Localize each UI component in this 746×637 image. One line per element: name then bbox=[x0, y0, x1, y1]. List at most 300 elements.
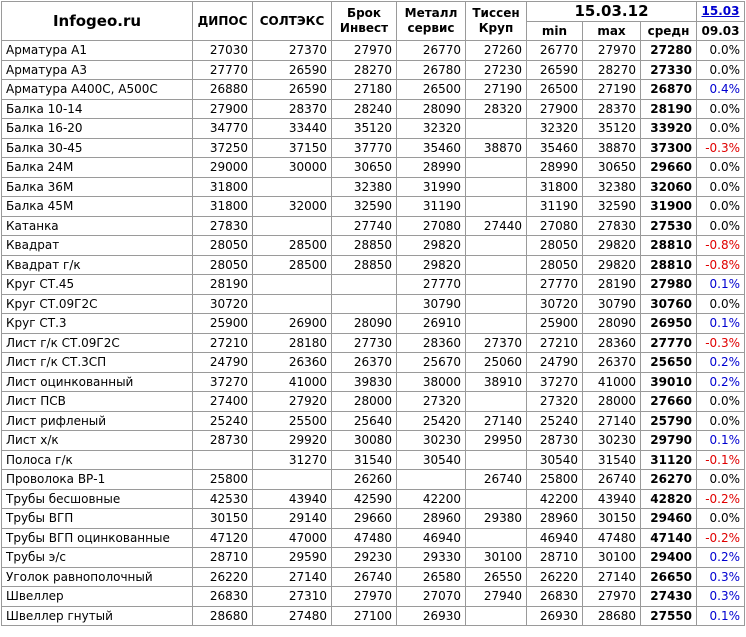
cell-change: 0.1% bbox=[697, 431, 745, 451]
cell-min: 35460 bbox=[527, 138, 583, 158]
cell-dipos: 26830 bbox=[193, 587, 253, 607]
cell-metall: 32320 bbox=[397, 119, 466, 139]
cell-metall: 27320 bbox=[397, 392, 466, 412]
col-brok-line2: Инвест bbox=[339, 21, 389, 35]
cell-soltex: 31270 bbox=[253, 450, 332, 470]
cell-dipos: 37270 bbox=[193, 372, 253, 392]
cell-avg: 25650 bbox=[641, 353, 697, 373]
cell-change: 0.1% bbox=[697, 606, 745, 626]
cell-min: 25800 bbox=[527, 470, 583, 490]
col-soltex-line1: СОЛТЭКС bbox=[259, 13, 325, 28]
cell-soltex: 27480 bbox=[253, 606, 332, 626]
cell-name: Балка 24М bbox=[2, 158, 193, 178]
cell-min: 46940 bbox=[527, 528, 583, 548]
cell-change: -0.8% bbox=[697, 255, 745, 275]
cell-min: 30540 bbox=[527, 450, 583, 470]
cell-min: 26930 bbox=[527, 606, 583, 626]
cell-max: 30150 bbox=[583, 509, 641, 529]
cell-dipos: 24790 bbox=[193, 353, 253, 373]
cell-dipos: 30720 bbox=[193, 294, 253, 314]
cell-soltex: 30000 bbox=[253, 158, 332, 178]
cell-max: 30650 bbox=[583, 158, 641, 178]
cell-min: 26770 bbox=[527, 41, 583, 61]
cell-thyssen bbox=[466, 606, 527, 626]
cell-brok: 28000 bbox=[332, 392, 397, 412]
cell-dipos: 31800 bbox=[193, 197, 253, 217]
cell-metall: 30540 bbox=[397, 450, 466, 470]
cell-name: Квадрат г/к bbox=[2, 255, 193, 275]
change-date-top[interactable] bbox=[697, 2, 745, 22]
cell-change: 0.0% bbox=[697, 197, 745, 217]
cell-metall: 26910 bbox=[397, 314, 466, 334]
col-metall bbox=[397, 2, 466, 41]
cell-soltex: 27370 bbox=[253, 41, 332, 61]
cell-dipos: 28050 bbox=[193, 236, 253, 256]
cell-brok bbox=[332, 294, 397, 314]
cell-min: 42200 bbox=[527, 489, 583, 509]
cell-avg: 28810 bbox=[641, 236, 697, 256]
cell-change: -0.3% bbox=[697, 333, 745, 353]
cell-avg: 31900 bbox=[641, 197, 697, 217]
cell-metall: 26500 bbox=[397, 80, 466, 100]
cell-soltex: 27140 bbox=[253, 567, 332, 587]
cell-metall: 31190 bbox=[397, 197, 466, 217]
cell-change: -0.1% bbox=[697, 450, 745, 470]
cell-name: Лист оцинкованный bbox=[2, 372, 193, 392]
cell-brok: 31540 bbox=[332, 450, 397, 470]
cell-change: 0.0% bbox=[697, 158, 745, 178]
table-row bbox=[2, 119, 745, 139]
cell-metall: 30230 bbox=[397, 431, 466, 451]
cell-avg: 27550 bbox=[641, 606, 697, 626]
cell-soltex: 32000 bbox=[253, 197, 332, 217]
cell-max: 38870 bbox=[583, 138, 641, 158]
cell-avg: 31120 bbox=[641, 450, 697, 470]
cell-max: 27190 bbox=[583, 80, 641, 100]
cell-brok: 27740 bbox=[332, 216, 397, 236]
cell-min: 26220 bbox=[527, 567, 583, 587]
cell-thyssen bbox=[466, 489, 527, 509]
cell-name: Арматура А3 bbox=[2, 60, 193, 80]
cell-dipos: 27030 bbox=[193, 41, 253, 61]
cell-dipos bbox=[193, 450, 253, 470]
cell-change: 0.0% bbox=[697, 411, 745, 431]
cell-dipos: 34770 bbox=[193, 119, 253, 139]
cell-change: 0.2% bbox=[697, 372, 745, 392]
col-avg: средн bbox=[641, 21, 697, 41]
table-row bbox=[2, 528, 745, 548]
cell-name: Лист рифленый bbox=[2, 411, 193, 431]
table-row bbox=[2, 489, 745, 509]
cell-max: 35120 bbox=[583, 119, 641, 139]
cell-brok: 28270 bbox=[332, 60, 397, 80]
cell-metall: 29330 bbox=[397, 548, 466, 568]
cell-name: Круг СТ.45 bbox=[2, 275, 193, 295]
cell-soltex: 26590 bbox=[253, 60, 332, 80]
cell-dipos: 28050 bbox=[193, 255, 253, 275]
table-row bbox=[2, 275, 745, 295]
cell-metall: 28990 bbox=[397, 158, 466, 178]
cell-dipos: 25240 bbox=[193, 411, 253, 431]
cell-avg: 29660 bbox=[641, 158, 697, 178]
cell-change: 0.2% bbox=[697, 353, 745, 373]
cell-soltex: 28370 bbox=[253, 99, 332, 119]
cell-max: 32590 bbox=[583, 197, 641, 217]
cell-max: 32380 bbox=[583, 177, 641, 197]
cell-min: 37270 bbox=[527, 372, 583, 392]
cell-change: 0.3% bbox=[697, 567, 745, 587]
cell-thyssen: 29380 bbox=[466, 509, 527, 529]
table-row bbox=[2, 99, 745, 119]
cell-name: Проволока ВР-1 bbox=[2, 470, 193, 490]
cell-change: 0.0% bbox=[697, 392, 745, 412]
cell-change: -0.2% bbox=[697, 489, 745, 509]
cell-thyssen bbox=[466, 450, 527, 470]
cell-thyssen: 27190 bbox=[466, 80, 527, 100]
cell-dipos: 26880 bbox=[193, 80, 253, 100]
cell-max: 43940 bbox=[583, 489, 641, 509]
cell-soltex bbox=[253, 275, 332, 295]
cell-max: 26740 bbox=[583, 470, 641, 490]
cell-min: 24790 bbox=[527, 353, 583, 373]
cell-soltex: 26360 bbox=[253, 353, 332, 373]
cell-brok: 28850 bbox=[332, 236, 397, 256]
table-row bbox=[2, 158, 745, 178]
cell-thyssen: 30100 bbox=[466, 548, 527, 568]
cell-brok: 26370 bbox=[332, 353, 397, 373]
cell-avg: 29400 bbox=[641, 548, 697, 568]
cell-soltex: 25500 bbox=[253, 411, 332, 431]
cell-avg: 27660 bbox=[641, 392, 697, 412]
table-row bbox=[2, 470, 745, 490]
cell-dipos: 29000 bbox=[193, 158, 253, 178]
cell-min: 32320 bbox=[527, 119, 583, 139]
cell-max: 28270 bbox=[583, 60, 641, 80]
col-dipos-line1: ДИПОС bbox=[197, 13, 248, 28]
cell-soltex: 26590 bbox=[253, 80, 332, 100]
cell-soltex: 28500 bbox=[253, 255, 332, 275]
cell-thyssen: 29950 bbox=[466, 431, 527, 451]
cell-soltex: 27310 bbox=[253, 587, 332, 607]
cell-thyssen: 26550 bbox=[466, 567, 527, 587]
cell-min: 27770 bbox=[527, 275, 583, 295]
cell-change: 0.1% bbox=[697, 314, 745, 334]
table-row bbox=[2, 567, 745, 587]
table-row bbox=[2, 587, 745, 607]
cell-brok: 30080 bbox=[332, 431, 397, 451]
cell-change: 0.0% bbox=[697, 216, 745, 236]
table-row bbox=[2, 294, 745, 314]
cell-change: 0.0% bbox=[697, 294, 745, 314]
cell-thyssen bbox=[466, 255, 527, 275]
price-table bbox=[1, 1, 745, 626]
cell-brok: 26260 bbox=[332, 470, 397, 490]
cell-name: Круг СТ.3 bbox=[2, 314, 193, 334]
cell-metall: 30790 bbox=[397, 294, 466, 314]
cell-thyssen bbox=[466, 177, 527, 197]
change-date-bottom: 09.03 bbox=[697, 21, 745, 41]
cell-name: Трубы э/с bbox=[2, 548, 193, 568]
cell-min: 26590 bbox=[527, 60, 583, 80]
cell-metall bbox=[397, 470, 466, 490]
cell-avg: 27280 bbox=[641, 41, 697, 61]
cell-thyssen: 38870 bbox=[466, 138, 527, 158]
cell-metall: 35460 bbox=[397, 138, 466, 158]
cell-dipos: 26220 bbox=[193, 567, 253, 587]
cell-min: 27900 bbox=[527, 99, 583, 119]
cell-avg: 42820 bbox=[641, 489, 697, 509]
cell-metall: 25420 bbox=[397, 411, 466, 431]
cell-max: 29820 bbox=[583, 236, 641, 256]
cell-metall: 46940 bbox=[397, 528, 466, 548]
cell-min: 27080 bbox=[527, 216, 583, 236]
cell-brok: 27730 bbox=[332, 333, 397, 353]
cell-brok: 47480 bbox=[332, 528, 397, 548]
col-thyssen-line2: Круп bbox=[478, 21, 514, 35]
cell-soltex: 29590 bbox=[253, 548, 332, 568]
col-metall-line1: Металл bbox=[404, 6, 458, 20]
cell-name: Балка 30-45 bbox=[2, 138, 193, 158]
cell-min: 30720 bbox=[527, 294, 583, 314]
col-soltex bbox=[253, 2, 332, 41]
col-metall-line2: сервис bbox=[407, 21, 455, 35]
cell-metall: 31990 bbox=[397, 177, 466, 197]
cell-soltex bbox=[253, 177, 332, 197]
cell-brok: 29660 bbox=[332, 509, 397, 529]
cell-brok: 27970 bbox=[332, 41, 397, 61]
cell-metall: 27070 bbox=[397, 587, 466, 607]
cell-max: 30230 bbox=[583, 431, 641, 451]
cell-avg: 25790 bbox=[641, 411, 697, 431]
cell-name: Трубы ВГП оцинкованные bbox=[2, 528, 193, 548]
table-row bbox=[2, 314, 745, 334]
cell-brok: 28850 bbox=[332, 255, 397, 275]
cell-soltex bbox=[253, 470, 332, 490]
table-row bbox=[2, 80, 745, 100]
cell-max: 28360 bbox=[583, 333, 641, 353]
table-row bbox=[2, 255, 745, 275]
cell-thyssen bbox=[466, 158, 527, 178]
table-row bbox=[2, 41, 745, 61]
cell-avg: 37300 bbox=[641, 138, 697, 158]
cell-brok: 32380 bbox=[332, 177, 397, 197]
cell-brok: 28090 bbox=[332, 314, 397, 334]
cell-avg: 32060 bbox=[641, 177, 697, 197]
cell-avg: 26270 bbox=[641, 470, 697, 490]
cell-change: 0.0% bbox=[697, 119, 745, 139]
cell-min: 28050 bbox=[527, 255, 583, 275]
cell-min: 27320 bbox=[527, 392, 583, 412]
cell-brok: 25640 bbox=[332, 411, 397, 431]
cell-name: Уголок равнополочный bbox=[2, 567, 193, 587]
cell-dipos: 27900 bbox=[193, 99, 253, 119]
cell-change: 0.3% bbox=[697, 587, 745, 607]
cell-min: 25900 bbox=[527, 314, 583, 334]
cell-change: 0.0% bbox=[697, 41, 745, 61]
col-thyssen bbox=[466, 2, 527, 41]
cell-metall: 28960 bbox=[397, 509, 466, 529]
col-min: min bbox=[527, 21, 583, 41]
cell-name: Катанка bbox=[2, 216, 193, 236]
cell-max: 26370 bbox=[583, 353, 641, 373]
cell-thyssen: 25060 bbox=[466, 353, 527, 373]
col-max: max bbox=[583, 21, 641, 41]
cell-brok: 27970 bbox=[332, 587, 397, 607]
cell-dipos: 47120 bbox=[193, 528, 253, 548]
cell-dipos: 27400 bbox=[193, 392, 253, 412]
cell-max: 27970 bbox=[583, 41, 641, 61]
cell-avg: 26870 bbox=[641, 80, 697, 100]
cell-soltex: 28500 bbox=[253, 236, 332, 256]
cell-change: 0.0% bbox=[697, 99, 745, 119]
cell-thyssen: 27260 bbox=[466, 41, 527, 61]
col-thyssen-line1: Тиссен bbox=[472, 6, 520, 20]
cell-soltex: 47000 bbox=[253, 528, 332, 548]
table-row bbox=[2, 450, 745, 470]
change-date-link[interactable]: 15.03 bbox=[701, 4, 740, 19]
cell-soltex: 37150 bbox=[253, 138, 332, 158]
cell-thyssen: 27940 bbox=[466, 587, 527, 607]
cell-metall: 42200 bbox=[397, 489, 466, 509]
cell-thyssen bbox=[466, 392, 527, 412]
table-body bbox=[2, 41, 745, 626]
cell-name: Швеллер bbox=[2, 587, 193, 607]
table-row bbox=[2, 431, 745, 451]
cell-soltex: 29920 bbox=[253, 431, 332, 451]
cell-brok: 39830 bbox=[332, 372, 397, 392]
table-row bbox=[2, 236, 745, 256]
cell-thyssen bbox=[466, 314, 527, 334]
cell-name: Арматура А400С, А500С bbox=[2, 80, 193, 100]
cell-min: 28710 bbox=[527, 548, 583, 568]
cell-brok bbox=[332, 275, 397, 295]
cell-change: 0.0% bbox=[697, 509, 745, 529]
cell-name: Арматура А1 bbox=[2, 41, 193, 61]
report-date: 15.03.12 bbox=[527, 2, 697, 22]
cell-dipos: 28190 bbox=[193, 275, 253, 295]
cell-change: 0.0% bbox=[697, 60, 745, 80]
cell-min: 26500 bbox=[527, 80, 583, 100]
cell-max: 27140 bbox=[583, 567, 641, 587]
cell-min: 27210 bbox=[527, 333, 583, 353]
cell-soltex: 28180 bbox=[253, 333, 332, 353]
header-row-top bbox=[2, 2, 745, 22]
cell-change: 0.2% bbox=[697, 548, 745, 568]
cell-max: 28370 bbox=[583, 99, 641, 119]
cell-name: Швеллер гнутый bbox=[2, 606, 193, 626]
cell-metall: 28360 bbox=[397, 333, 466, 353]
cell-dipos: 42530 bbox=[193, 489, 253, 509]
cell-brok: 26740 bbox=[332, 567, 397, 587]
cell-brok: 42590 bbox=[332, 489, 397, 509]
cell-metall: 29820 bbox=[397, 236, 466, 256]
cell-metall: 38000 bbox=[397, 372, 466, 392]
cell-avg: 27980 bbox=[641, 275, 697, 295]
table-row bbox=[2, 177, 745, 197]
cell-metall: 25670 bbox=[397, 353, 466, 373]
cell-name: Балка 36М bbox=[2, 177, 193, 197]
cell-max: 30790 bbox=[583, 294, 641, 314]
cell-dipos: 30150 bbox=[193, 509, 253, 529]
cell-name: Лист х/к bbox=[2, 431, 193, 451]
cell-max: 31540 bbox=[583, 450, 641, 470]
cell-brok: 32590 bbox=[332, 197, 397, 217]
cell-thyssen: 27140 bbox=[466, 411, 527, 431]
cell-name: Круг СТ.09Г2С bbox=[2, 294, 193, 314]
cell-avg: 26950 bbox=[641, 314, 697, 334]
cell-min: 26830 bbox=[527, 587, 583, 607]
cell-thyssen bbox=[466, 197, 527, 217]
cell-max: 27140 bbox=[583, 411, 641, 431]
cell-brok: 27100 bbox=[332, 606, 397, 626]
site-title: Infogeo.ru bbox=[2, 2, 193, 41]
cell-metall: 27770 bbox=[397, 275, 466, 295]
cell-avg: 33920 bbox=[641, 119, 697, 139]
cell-max: 29820 bbox=[583, 255, 641, 275]
cell-metall: 28090 bbox=[397, 99, 466, 119]
cell-change: -0.8% bbox=[697, 236, 745, 256]
cell-dipos: 25800 bbox=[193, 470, 253, 490]
table-row bbox=[2, 333, 745, 353]
cell-thyssen bbox=[466, 528, 527, 548]
col-brok-line1: Брок bbox=[346, 6, 382, 20]
cell-name: Балка 16-20 bbox=[2, 119, 193, 139]
cell-avg: 27330 bbox=[641, 60, 697, 80]
cell-change: 0.0% bbox=[697, 177, 745, 197]
col-dipos bbox=[193, 2, 253, 41]
cell-avg: 28190 bbox=[641, 99, 697, 119]
table-row bbox=[2, 392, 745, 412]
table-row bbox=[2, 60, 745, 80]
cell-max: 27970 bbox=[583, 587, 641, 607]
cell-thyssen: 27440 bbox=[466, 216, 527, 236]
cell-thyssen: 26740 bbox=[466, 470, 527, 490]
cell-thyssen: 28320 bbox=[466, 99, 527, 119]
cell-soltex bbox=[253, 294, 332, 314]
cell-soltex: 33440 bbox=[253, 119, 332, 139]
cell-max: 27830 bbox=[583, 216, 641, 236]
cell-soltex: 27920 bbox=[253, 392, 332, 412]
cell-avg: 28810 bbox=[641, 255, 697, 275]
cell-min: 28990 bbox=[527, 158, 583, 178]
cell-dipos: 25900 bbox=[193, 314, 253, 334]
cell-thyssen bbox=[466, 275, 527, 295]
cell-thyssen bbox=[466, 294, 527, 314]
cell-avg: 39010 bbox=[641, 372, 697, 392]
table-row bbox=[2, 509, 745, 529]
cell-name: Квадрат bbox=[2, 236, 193, 256]
cell-brok: 29230 bbox=[332, 548, 397, 568]
cell-min: 28050 bbox=[527, 236, 583, 256]
cell-brok: 27180 bbox=[332, 80, 397, 100]
cell-dipos: 27830 bbox=[193, 216, 253, 236]
cell-name: Трубы бесшовные bbox=[2, 489, 193, 509]
cell-brok: 28240 bbox=[332, 99, 397, 119]
table-row bbox=[2, 548, 745, 568]
cell-min: 28730 bbox=[527, 431, 583, 451]
cell-change: 0.4% bbox=[697, 80, 745, 100]
cell-change: 0.0% bbox=[697, 470, 745, 490]
cell-avg: 27770 bbox=[641, 333, 697, 353]
cell-min: 31800 bbox=[527, 177, 583, 197]
cell-metall: 26780 bbox=[397, 60, 466, 80]
cell-brok: 35120 bbox=[332, 119, 397, 139]
cell-brok: 37770 bbox=[332, 138, 397, 158]
cell-avg: 29460 bbox=[641, 509, 697, 529]
cell-thyssen bbox=[466, 119, 527, 139]
cell-soltex: 41000 bbox=[253, 372, 332, 392]
cell-dipos: 28680 bbox=[193, 606, 253, 626]
